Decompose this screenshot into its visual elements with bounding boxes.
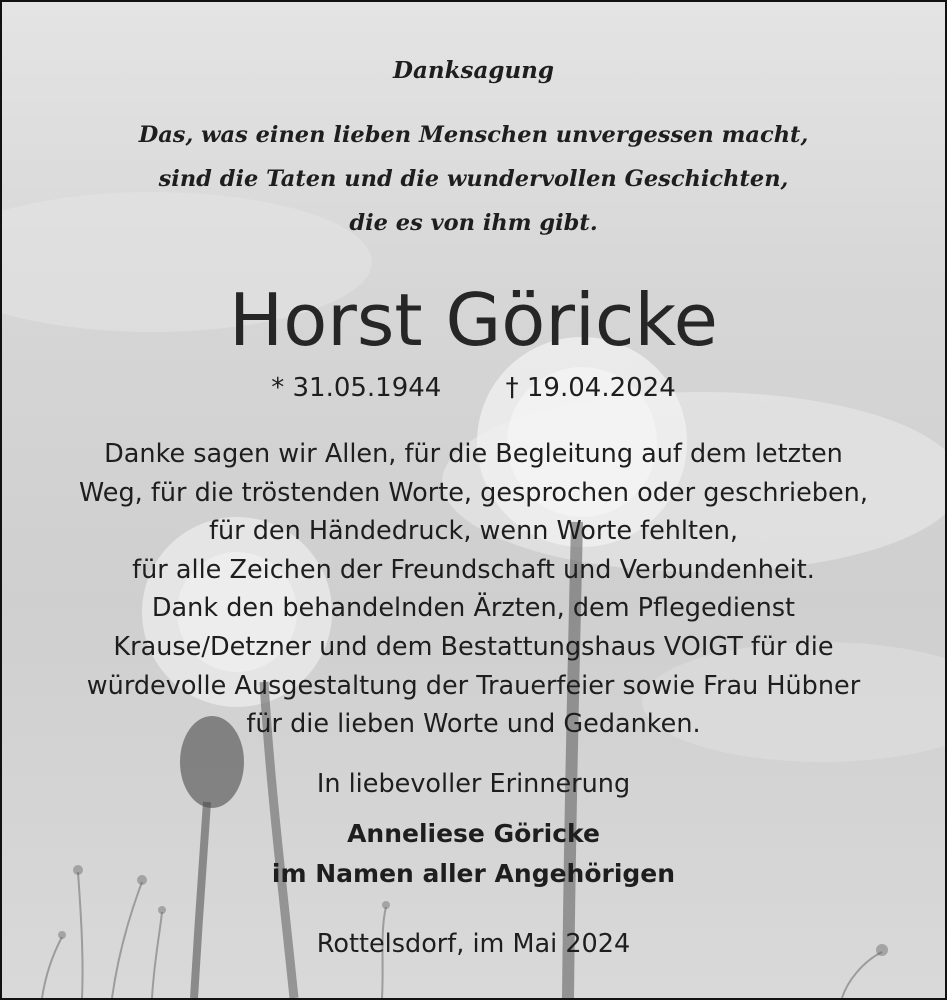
quote-line: die es von ihm gibt.	[349, 210, 598, 236]
thanks-line: Dank den behandelnden Ärzten, dem Pflegedienst	[151, 593, 796, 624]
thanks-line: Krause/Detzner und dem Bestattungshaus VOIGT für die	[113, 631, 834, 662]
life-dates	[2, 368, 945, 408]
notice-heading: Danksagung	[393, 57, 554, 84]
signer-line: Anneliese Göricke	[347, 819, 600, 848]
birth-date: * 31.05.1944	[271, 373, 442, 403]
thanks-text	[2, 435, 945, 744]
death-date: † 19.04.2024	[505, 373, 676, 403]
thanks-line: für die lieben Worte und Gedanken.	[246, 709, 701, 740]
quote-line: Das, was einen lieben Menschen unvergessen macht,	[138, 122, 809, 148]
quote-line: sind die Taten und die wundervollen Geschichten,	[158, 166, 789, 192]
thanks-line: würdevolle Ausgestaltung der Trauerfeier sowie Frau Hübner	[86, 670, 861, 701]
thanks-line: für alle Zeichen der Freundschaft und Verbundenheit.	[132, 554, 815, 585]
notice-content	[2, 2, 945, 998]
thanks-line: Danke sagen wir Allen, für die Begleitung auf dem letzten	[104, 439, 843, 469]
signer-line: im Namen aller Angehörigen	[271, 859, 676, 888]
thanks-line: für den Händedruck, wenn Worte fehlten,	[209, 516, 738, 547]
thanks-line: Weg, für die tröstenden Worte, gesprochen oder geschrieben,	[79, 477, 868, 508]
deceased-name: Horst Göricke	[229, 278, 718, 362]
memorial-quote	[2, 113, 945, 245]
signers	[2, 814, 945, 894]
memory-line: In liebevoller Erinnerung	[316, 769, 631, 799]
place-date: Rottelsdorf, im Mai 2024	[316, 929, 631, 959]
